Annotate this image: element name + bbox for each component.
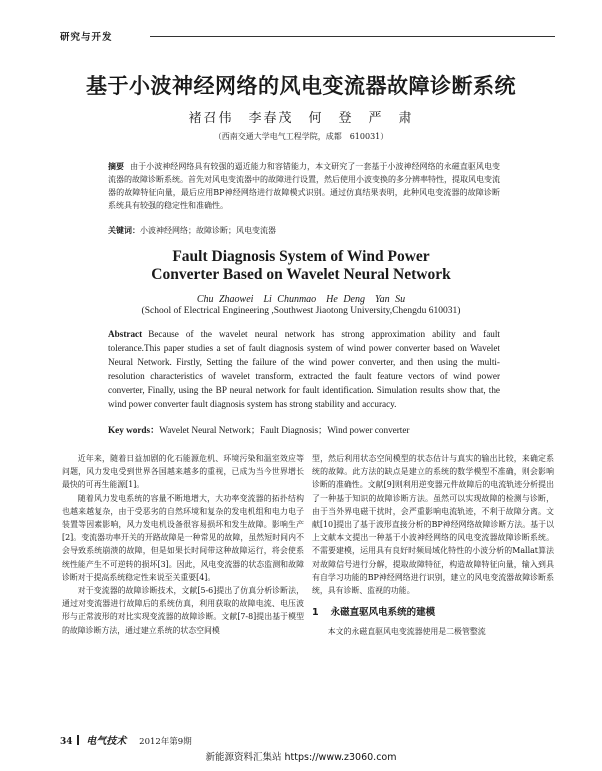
title-en-line2: Converter Based on Wavelet Neural Network [151, 266, 451, 283]
body-paragraph: 型，然后利用状态空间模型的状态估计与真实的输出比较，来确定系统的故障。此方法的缺点是建立的系统的数学模型不准确，则会影响诊断的准确性。文献[9]则利用逆变器元件故障后的电流轨迹分析提出了一种基于知识的故障诊断方法。虽然可以实现故障的检测与诊断，由于当外界电磁干扰时，会严重影响电流轨迹，不利于故障分离。文献[10]提出了基于波形直接分析的BP神经网络故障诊断方法。基于以上文献本文提出一种基于小波神经网络的风电变流器故障诊断系统。不需要建模，运用具有良好时频局域化特性的小波分析的Mallat算法对故障信号进行分解，提取故障特征，构造故障特征向量，输入到具有自学习功能的BP神经网络进行识别，建立的风电变流器故障诊断系统，具有诊断、监视的功能。 [312, 454, 554, 596]
abstract-en [108, 327, 500, 411]
affiliation-en: (School of Electrical Engineering ,Southwest Jiaotong University,Chengdu 610031) [141, 306, 461, 316]
header-rule [150, 36, 555, 37]
keywords-en-text: Wavelet Neural Network；Fault Diagnosis；Wind power converter [159, 425, 410, 435]
title-en-line1: Fault Diagnosis System of Wind Power [172, 248, 430, 265]
watermark-text: 新能源资料汇集站 https://www.z3060.com [205, 752, 397, 763]
body-paragraph: 对于变流器的故障诊断技术，文献[5-6]提出了仿真分析诊断法，通过对变流器进行故障后的系统仿真，利用获取的故障电流、电压波形与正常波形的对比实现变流器的故障诊断。文献[7-8]提出基于模型的故障诊断方法，通过建立系统的状态空间模 [62, 586, 304, 635]
body-column-left [62, 452, 304, 637]
paper-title-en [0, 248, 602, 284]
section-heading [312, 606, 554, 619]
keywords-en-label: Key words： [108, 425, 160, 435]
body-paragraph: 近年来，随着日益加剧的化石能源危机、环境污染和温室效应等问题，风力发电受到世界各国越来越多的重视，已成为当今世界增长最快的可再生能源[1]。 [62, 454, 304, 490]
abstract-cn [108, 160, 500, 212]
abstract-cn-label: 摘要 [108, 162, 125, 171]
affiliation-cn: （西南交通大学电气工程学院，成都 610031） [213, 132, 389, 141]
body-column-right [312, 452, 554, 639]
page-number: 34 [60, 737, 73, 747]
journal-issue: 2012年第9期 [139, 737, 192, 747]
abstract-en-text: Because of the wavelet neural network has strong approximation ability and fault tolerance.This paper studies a set of fault diagnosis system of wind power converter based on Wavelet Neural Network. Firstly, Setting the failure of the wind power converter, and then using the multi-resolution characteristics of wavelet transform, extracted the fault feature vectors of wind power converter, Finally, using the BP neural network for fault identification. Simulation results show that, the wind power converter fault diagnosis system has strong stability and accuracy. [108, 329, 500, 409]
paper-title-cn: 基于小波神经网络的风电变流器故障诊断系统 [86, 74, 516, 98]
footer-divider [77, 735, 79, 745]
keywords-cn-text: 小波神经网络；故障诊断；风电变流器 [140, 226, 276, 235]
authors-en: Chu Zhaowei Li Chunmao He Deng Yan Su [196, 294, 406, 305]
running-header [60, 29, 555, 45]
body-paragraph: 本文的永磁直驱风电变流器使用是二极管整流 [327, 627, 486, 637]
abstract-en-label: Abstract [108, 329, 143, 339]
section-title: 永磁直驱风电系统的建模 [330, 607, 436, 619]
page-footer [60, 732, 192, 747]
journal-name: 电气技术 [86, 736, 127, 747]
keywords-cn-label: 关键词： [108, 226, 140, 235]
keywords-en [108, 422, 500, 436]
keywords-cn [108, 225, 500, 236]
section-number: 1 [312, 607, 319, 619]
section-label: 研究与开发 [60, 32, 113, 43]
abstract-cn-text: 由于小波神经网络具有较强的逼近能力和容错能力，本文研究了一套基于小波神经网络的永磁直驱风电变流器的故障诊断系统。首先对风电变流器中的故障进行设置，然后使用小波变换的多分辨率特性，提取风电变流器的故障特征向量，最后应用BP神经网络进行故障模式识别。通过仿真结果表明，此种风电变流器的故障诊断系统具有较强的稳定性和准确性。 [108, 162, 501, 210]
body-paragraph: 随着风力发电系统的容量不断地增大，大功率变流器的拓扑结构也越来越复杂，由于受恶劣的自然环境和复杂的发电机组和电力电子装置等因素影响，风力发电机设备很容易损坏和发生故障。影响生产[2]。变流器功率开关的开路故障是一种常见的故障，虽然短时间内不会导致系统崩溃的故障，但是如果长时间带这种故障运行，将会使系统性能产生不可逆转的损坏[3]。因此，风电变流器的状态监测和故障诊断对于提高系统稳定性来说至关重要[4]。 [62, 493, 304, 582]
authors-cn: 褚召伟 李春茂 何 登 严 肃 [188, 111, 414, 126]
